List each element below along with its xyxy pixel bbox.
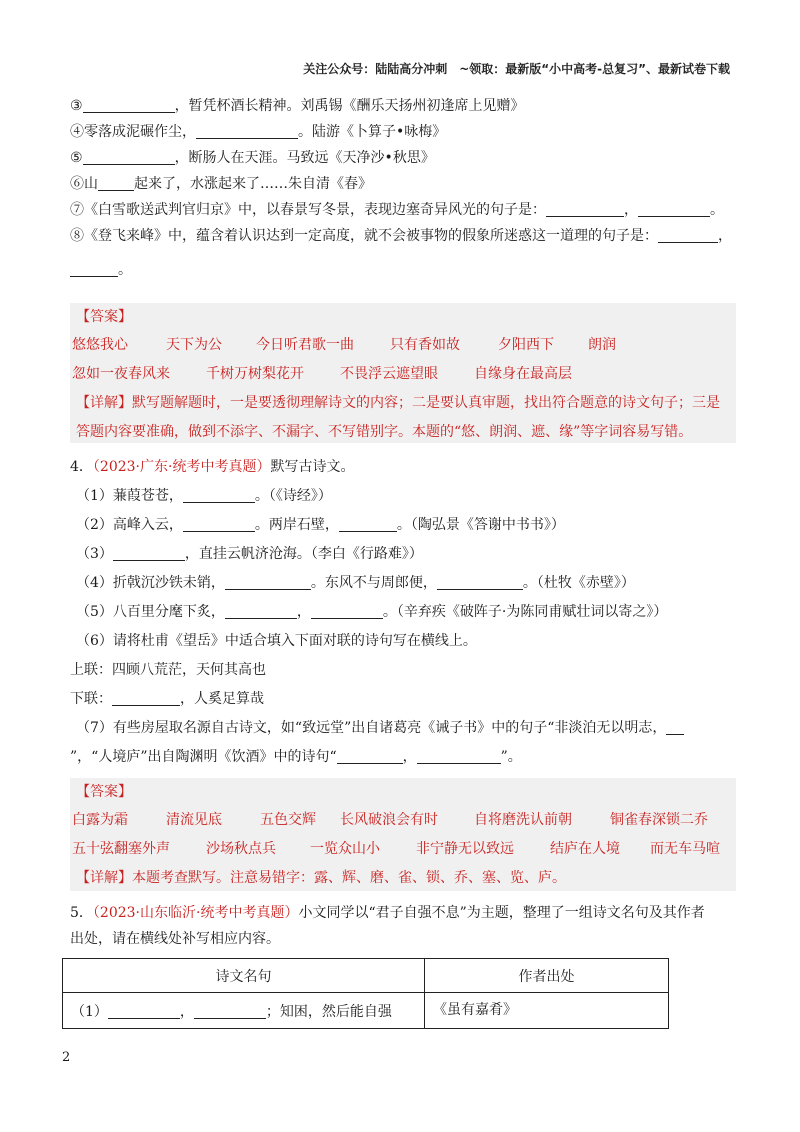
q4-part-3: （3） ，直挂云帆济沧海。（李白《行路难》） [76,546,423,562]
q4-part-2: （2）高峰入云， 。两岸石壁， 。（陶弘景《答谢中书书》） [76,517,565,533]
page-header: 关注公众号：陆陆高分冲刺 ~领取：最新版“小中高考-总复习”、最新试卷下载 [303,62,730,76]
answer-item: 千树万树梨花开 [206,366,304,382]
answer-item: 非宁静无以致远 [416,841,514,857]
answer-blank[interactable] [437,573,523,590]
answer-blank[interactable] [658,226,718,243]
answer-item: 结庐在人境 [550,841,620,857]
answer-row-2 [70,835,736,864]
q4-couplet-down: 下联： ，人奚足算哉 [70,691,264,707]
q4-part-4: （4）折戟沉沙铁未销， 。东风不与周郎便， 。（杜牧《赤壁》） [76,575,635,591]
q4-part-1: （1）蒹葭苍苍， 。（《诗经》） [76,488,332,504]
answer-item: 今日听君歌一曲 [256,337,354,353]
answer-item: 只有香如故 [390,337,460,353]
q5-table [62,958,669,1029]
answer-blank[interactable] [311,602,383,619]
answer-blank[interactable] [546,200,624,217]
answer-item: 忽如一夜春风来 [72,366,170,382]
q4-part-7-cont: ”，“人境庐”出自陶渊明《饮酒》中的诗句“ ， ”。 [70,749,522,765]
q5-title: 5．（2023·山东临沂·统考中考真题）小文同学以“君子自强不息”为主题，整理了一组诗文名句及其作者 [70,905,705,921]
answer-blank[interactable] [194,1002,266,1019]
answer-item: 而无车马喧 [650,841,720,857]
q3-item-8-cont: 。 [70,257,730,283]
answer-item: 白露为霜 [72,812,128,828]
answer-box-q3 [70,303,736,443]
q3-item-3: ③ ，暂凭杯酒长精神。刘禹锡《酬乐天扬州初逢席上见赠》 [70,98,525,114]
answer-item: 沙场秋点兵 [206,841,276,857]
answer-blank[interactable] [196,122,298,139]
answer-label: 【答案】 [76,309,132,325]
answer-blank[interactable] [225,602,297,619]
table-header: 作者出处 [425,959,669,993]
table-header-row [63,959,669,993]
q3-items [70,93,730,283]
answer-item: 五色交辉 [260,812,316,828]
answer-item: 五十弦翻塞外声 [72,841,170,857]
table-header: 诗文名句 [63,959,425,993]
answer-blank[interactable] [83,96,175,113]
answer-blank[interactable] [112,689,180,706]
q4-part-7: （7）有些房屋取名源自古诗文，如“致远堂”出自诸葛亮《诫子书》中的句子“非淡泊无以明志， [70,715,730,741]
answer-row-1 [70,331,736,360]
answer-item: 一览众山小 [310,841,380,857]
answer-blank[interactable] [183,515,255,532]
answer-blank[interactable] [225,573,311,590]
q3-item-8: ⑧《登飞来峰》中，蕴含着认识达到一定高度，就不会被事物的假象所迷惑这一道理的句子是： ， [70,228,732,244]
answer-box-q4 [70,778,736,891]
answer-item: 夕阳西下 [498,337,554,353]
answer-blank[interactable] [339,515,397,532]
answer-item: 铜雀春深锁二乔 [610,812,708,828]
answer-item: 自将磨洗认前朝 [474,812,572,828]
q3-item-7: ⑦《白雪歌送武判官归京》中，以春景写冬景，表现边塞奇异风光的句子是： ， 。 [70,202,724,218]
q4-part-6: （6）请将杜甫《望岳》中适合填入下面对联的诗句写在横线上。 [76,633,477,649]
answer-item: 朗润 [588,337,616,353]
q4-couplet-up: 上联：四顾八荒茫，天何其高也 [70,662,266,678]
answer-blank[interactable] [183,486,255,503]
q5-title-cont: 出处，请在横线处补写相应内容。 [70,931,280,947]
answer-item: 天下为公 [166,337,222,353]
answer-blank[interactable] [83,148,175,165]
q3-item-4: ④零落成泥碾作尘， 。陆游《卜算子•咏梅》 [70,124,447,140]
answer-row-2 [70,360,736,389]
answer-row-1 [70,806,736,835]
table-cell: （1） ， ；知困，然后能自强 [63,993,425,1029]
question-4 [70,454,730,770]
answer-detail-cont: 答题内容要准确，做到不添字、不漏字、不写错别字。本题的“悠、朗润、遮、缘”等字词容易写错。 [76,424,693,440]
q4-part-5: （5）八百里分麾下炙， ， 。（辛弃疾《破阵子·为陈同甫赋壮词以寄之》） [76,604,668,620]
answer-detail: 【详解】默写题解题时，一是要透彻理解诗文的内容；二是要认真审题，找出符合题意的诗文句子；三是 [76,395,720,411]
page-number: 2 [62,1050,71,1065]
answer-blank[interactable] [417,747,501,764]
answer-blank[interactable] [666,718,684,735]
q3-item-6: ⑥山 起来了，水涨起来了……朱自清《春》 [70,176,372,192]
answer-blank[interactable] [108,1002,180,1019]
answer-item: 悠悠我心 [72,337,128,353]
answer-label: 【答案】 [76,784,132,800]
answer-item: 清流见底 [166,812,222,828]
answer-blank[interactable] [638,200,710,217]
answer-blank[interactable] [337,747,403,764]
q4-title: 4．（2023·广东·统考中考真题）默写古诗文。 [70,459,355,475]
table-row [63,993,669,1029]
answer-item: 不畏浮云遮望眼 [340,366,438,382]
answer-blank[interactable] [113,544,185,561]
question-5 [70,900,730,952]
answer-item: 长风破浪会有时 [340,812,438,828]
q3-item-5: ⑤ ，断肠人在天涯。马致远《天净沙•秋思》 [70,150,435,166]
answer-blank[interactable] [70,260,118,277]
answer-blank[interactable] [98,174,134,191]
answer-item: 自缘身在最高层 [474,366,572,382]
answer-detail: 【详解】本题考查默写。注意易错字：露、辉、磨、雀、锁、乔、塞、览、庐。 [76,870,566,886]
table-cell: 《虽有嘉肴》 [425,993,669,1029]
